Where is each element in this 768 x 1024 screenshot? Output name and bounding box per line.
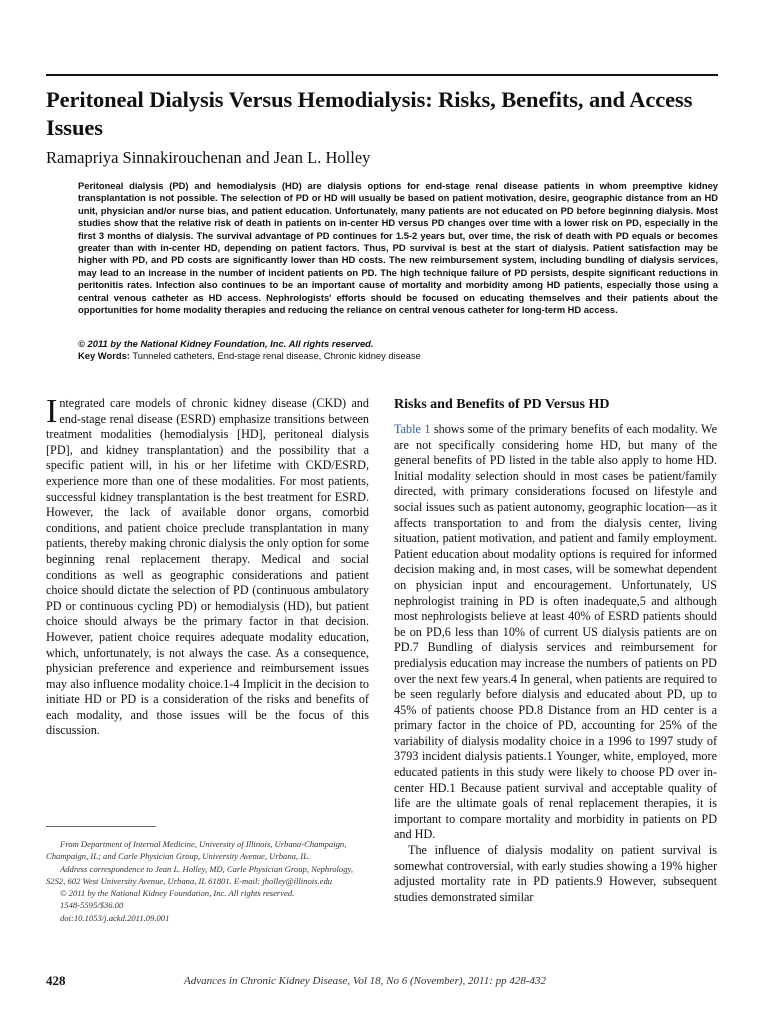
footnote-divider <box>46 826 156 827</box>
top-rule <box>46 74 718 76</box>
abstract-text: Peritoneal dialysis (PD) and hemodialysis (HD) are dialysis options for end-stage renal disease patients in whom preemptive kidney transplantation is not possible. The selection of PD or HD will usually be based on patient motivation, desire, geographic distance from an HD unit, physician and/or nurse bias, and patient education. Unfortunately, many patients are not educated on PD before beginning dialysis. Most studies show that the relative risk of death in patients on in-center HD versus PD changes over time with a lower risk on PD, especially in the first 3 months of dialysis. The survival advantage of PD continues for 1.5-2 years but, over time, the risk of death with PD equals or becomes greater than with in-center HD, depending on patient factors. Thus, PD survival is best at the start of dialysis. Patient satisfaction may be higher with PD, and PD costs are significantly lower than HD costs. The new reimbursement system, including bundling of dialysis services, may lead to an increase in the number of incident patients on PD. The high technique failure of PD persists, despite significant reductions in peritonitis rates. Infection also continues to be an important cause of mortality and morbidity among HD patients, especially those using a central venous catheter as HD access. Nephrologists' efforts should be focused on educating themselves and their patients about the opportunities for home modality therapies and reducing the reliance on central venous catheter for long-term HD access. <box>78 180 718 316</box>
intro-text: ntegrated care models of chronic kidney disease (CKD) and end-stage renal disease (ESRD) emphasize transitions between treatment modalities (hemodialysis [HD], peritoneal dialysis [PD], and kidney transplantation) and the possibility that a specific patient will, in his or her lifetime with CKD/ESRD, experience more than one of these modalities. For most patients, successful kidney transplantation is the best treatment for ESRD. However, the lack of available donor organs, comorbid conditions, and patient choice preclude transplantation in many patients, thereby making chronic dialysis the only option for some beginning renal replacement therapy. Medical and social conditions as well as geographic considerations and patient choice should dictate the selection of PD (continuous ambulatory PD or continuous cycling PD) or hemodialysis (HD), but patient choice should always be the primary factor in that decision. However, patient choice requires adequate modality education, which, unfortunately, is not always the case. As a consequence, physician preference and experience and reimbursement issues may also influence modality choice.1-4 Implicit in the decision to initiate HD or PD is a consideration of the risks and benefits of each modality, and those issues will be the focus of this discussion. <box>46 396 369 738</box>
journal-citation: Advances in Chronic Kidney Disease, Vol 18, No 6 (November), 2011: pp 428-432 <box>184 975 547 987</box>
article-title: Peritoneal Dialysis Versus Hemodialysis: Risks, Benefits, and Access Issues <box>46 87 693 140</box>
footnote-copyright: © 2011 by the National Kidney Foundation, Inc. All rights reserved. <box>60 888 295 899</box>
right-column <box>394 396 717 905</box>
footnote-doi: doi:10.1053/j.ackd.2011.09.001 <box>60 912 170 923</box>
keywords-label: Key Words: <box>78 350 130 361</box>
section-paragraph-1 <box>394 422 717 843</box>
section-heading: Risks and Benefits of PD Versus HD <box>394 397 610 412</box>
abstract-copyright: © 2011 by the National Kidney Foundation, Inc. All rights reserved. <box>78 338 374 349</box>
drop-cap: I <box>46 393 58 430</box>
footnotes <box>46 838 372 924</box>
page-number: 428 <box>46 973 66 988</box>
section-paragraph-2: The influence of dialysis modality on patient survival is somewhat controversial, with early studies showing a 19% higher adjusted mortality rate in PD patients.9 However, subsequent studies demonstrated similar <box>394 843 717 904</box>
article-authors: Ramapriya Sinnakirouchenan and Jean L. Holley <box>46 148 371 167</box>
section-paragraph-1-text: shows some of the primary benefits of each modality. We are not specifically considering home HD, but many of the general benefits of PD listed in the table also apply to home HD. Initial modality selection should in most cases be patient/family directed, with primary considerations focused on lifestyle and social issues such as patient autonomy, geographic location—as it affects transportation to and from the dialysis center, living situation, patient motivation, and patient and family employment. Patient education about modality options is required for informed decision making and, in most cases, will be somewhat dependent on physician input and encouragement. Unfortunately, US nephrologist training in PD is often inadequate,5 and although most nephrologists believe at least 40% of ESRD patients should be on PD,6 less than 10% of current US dialysis patients are on PD.7 Bundling of dialysis services and reimbursement for predialysis education may increase the numbers of patients on PD over the next few years.4 In general, when patients are required to be seen regularly before dialysis and educated about PD, up to 45% of patients choose PD.8 Distance from an HD center is a primary factor in the choice of PD, accounting for 25% of the variability of dialysis modality choice in a 1996 to 1997 study of 3793 incident dialysis patients.1 Younger, white, employed, more educated patients in this study were likely to choose PD over in-center HD.1 Because patient survival and acceptable quality of life are the ultimate goals of renal replacement therapies, it is important to compare mortality and morbidity in patients on PD and HD. <box>394 422 717 842</box>
footnote-affiliation: From Department of Internal Medicine, University of Illinois, Urbana-Champaign, Champaign, IL; and Carle Physician Group, University Avenue, Urbana, IL. <box>46 839 347 862</box>
keywords <box>78 350 421 361</box>
left-column <box>46 393 369 739</box>
table-1-link[interactable]: Table 1 <box>394 422 431 436</box>
footnote-correspondence: Address correspondence to Jean L. Holley, MD, Carle Physician Group, Nephrology, S2S2, 602 West University Avenue, Urbana, IL 61801. E-mail: jholley@illinois.edu <box>46 863 354 886</box>
keywords-list: Tunneled catheters, End-stage renal disease, Chronic kidney disease <box>132 350 421 361</box>
intro-paragraph <box>46 393 369 739</box>
footnote-issn: 1548-5595/$36.00 <box>60 900 124 911</box>
